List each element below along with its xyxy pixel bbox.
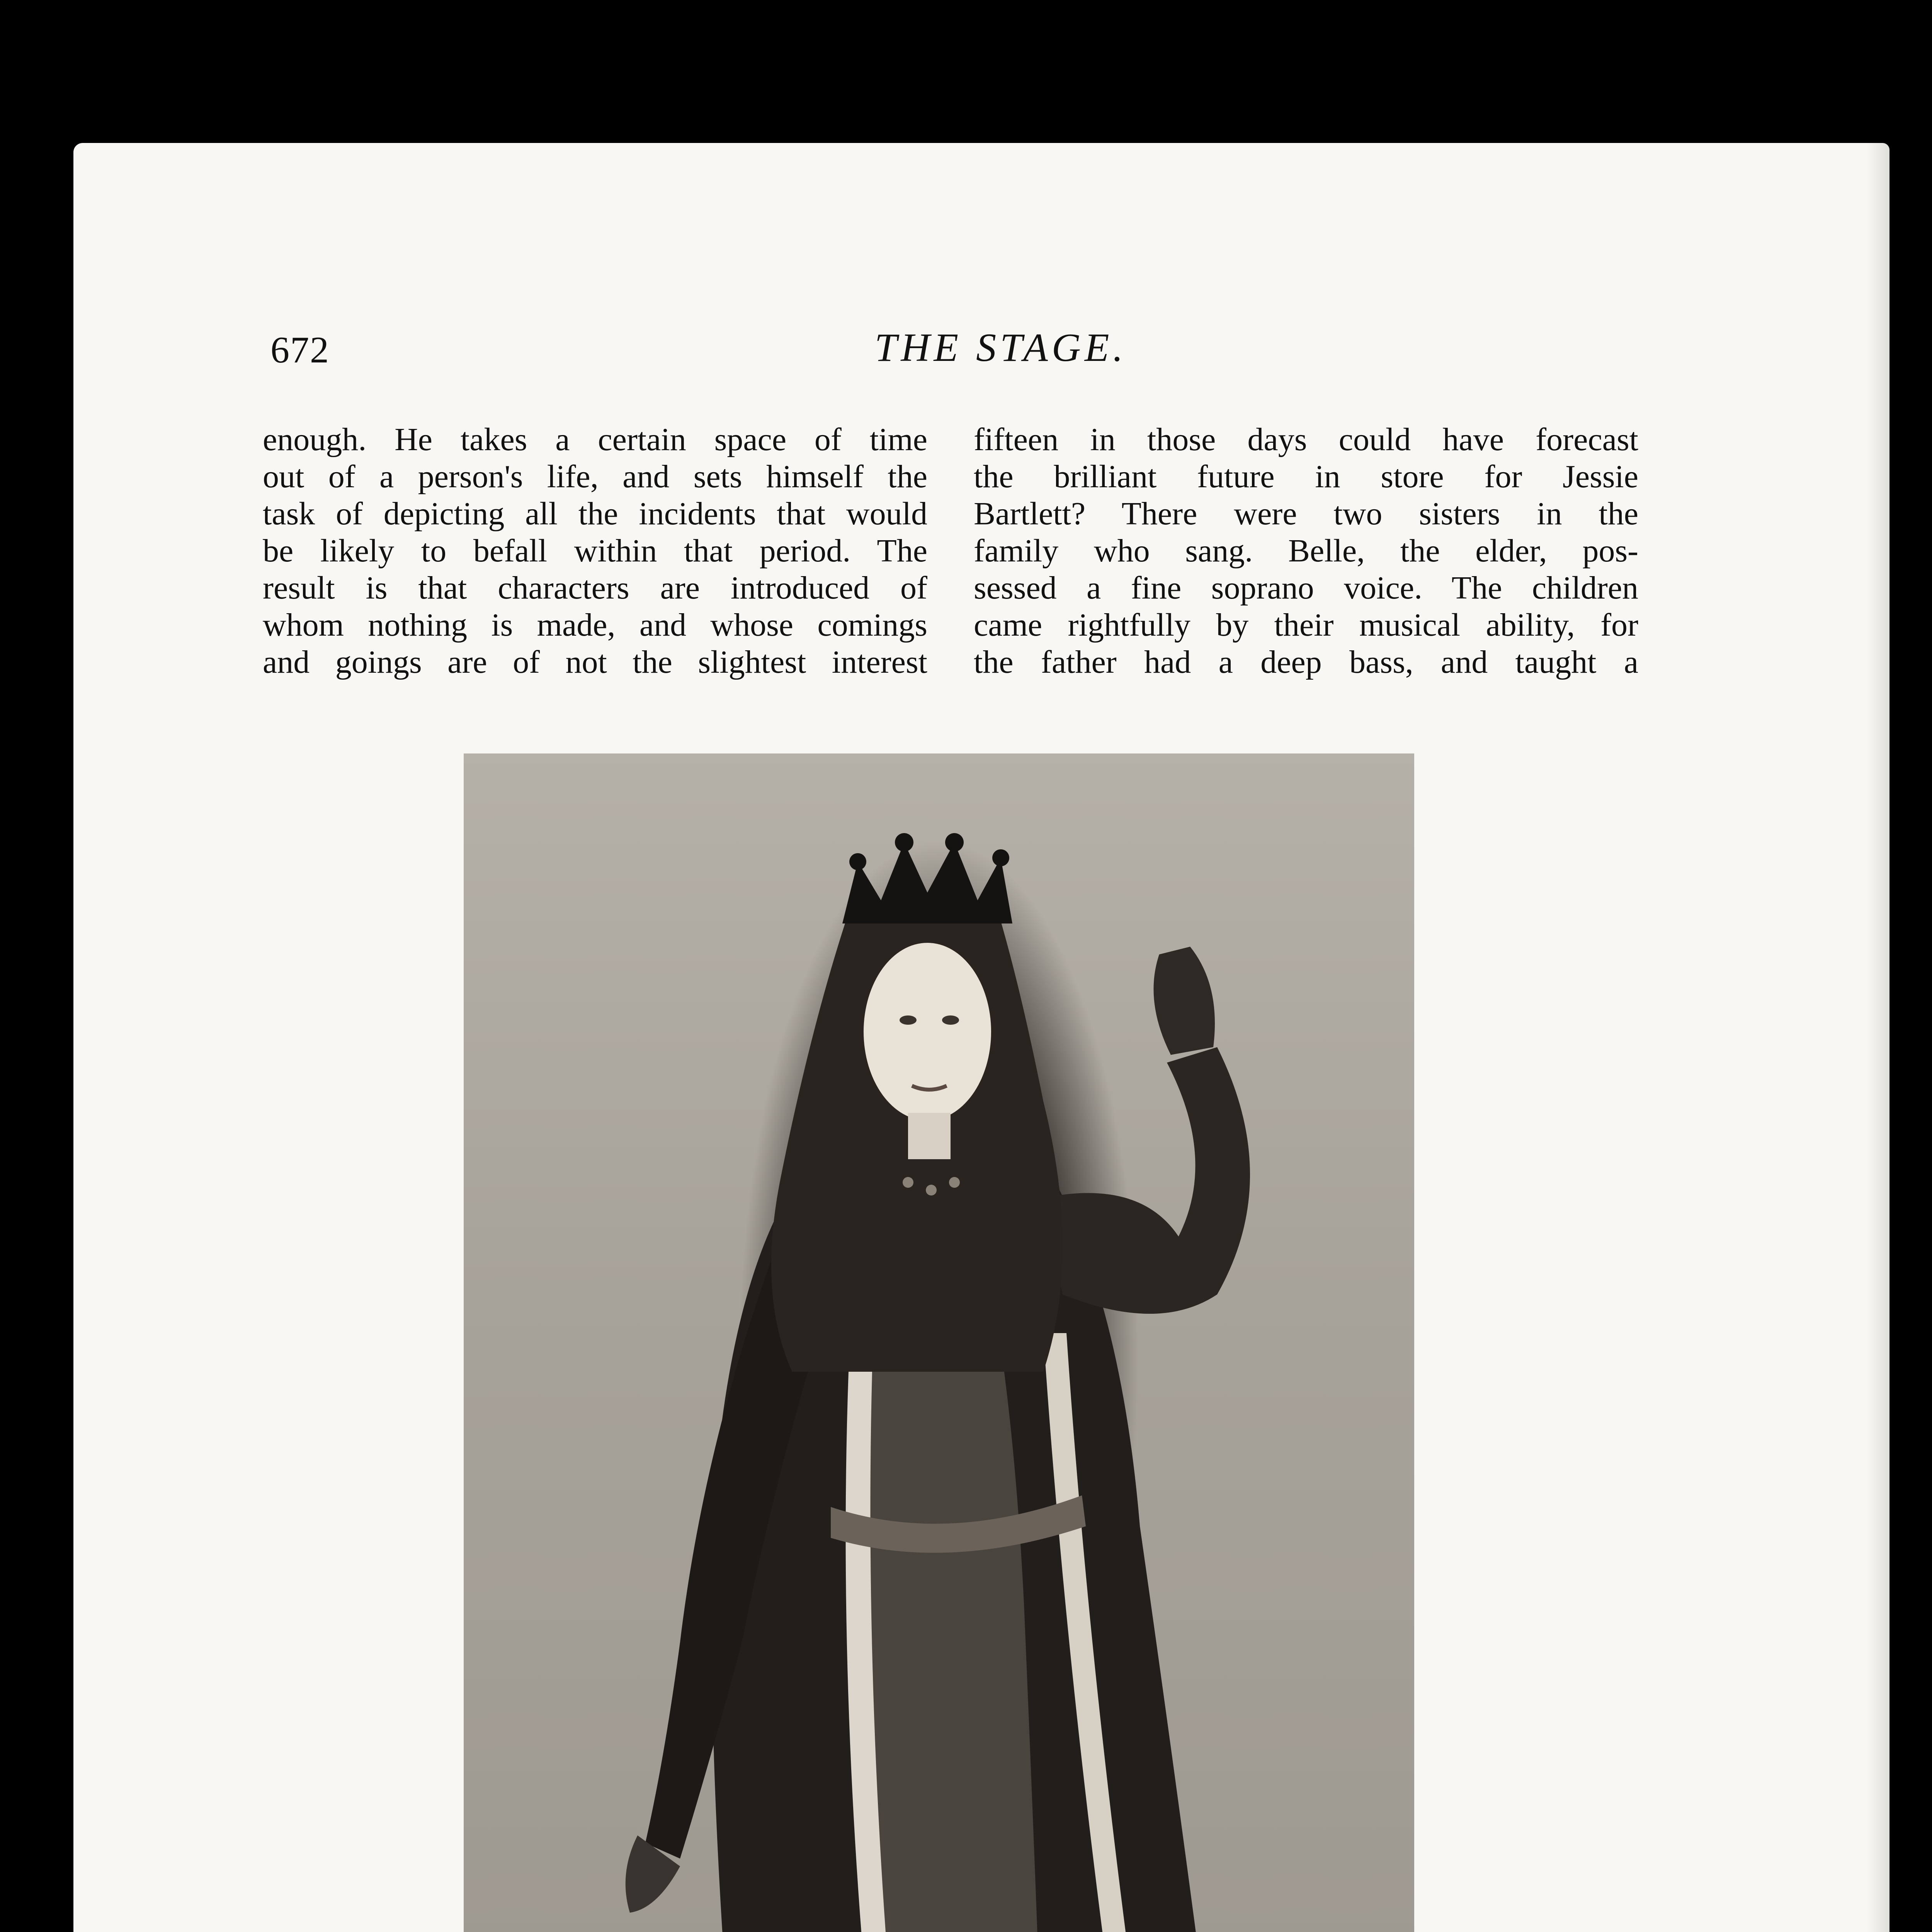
top-left-column [263, 421, 927, 681]
portrait-figure-illustration [464, 753, 1414, 1932]
text-line: be likely to befall within that period. The [263, 533, 927, 569]
text-line: sessed a fine soprano voice. The children [974, 570, 1638, 606]
page-number: 672 [270, 329, 330, 371]
running-title: THE STAGE. [874, 325, 1127, 370]
text-line: result is that characters are introduced of [263, 570, 927, 606]
text-line: whom nothing is made, and whose comings [263, 607, 927, 643]
magazine-page [73, 143, 1889, 1932]
text-line: task of depicting all the incidents that would [263, 496, 927, 532]
text-line: family who sang. Belle, the elder, pos- [974, 533, 1638, 569]
text-line: enough. He takes a certain space of time [263, 422, 927, 457]
text-line: came rightfully by their musical ability, for [974, 607, 1638, 643]
text-line: the brilliant future in store for Jessie [974, 459, 1638, 495]
text-line: the father had a deep bass, and taught a [974, 644, 1638, 680]
top-right-column [974, 421, 1638, 681]
text-line: out of a person's life, and sets himself the [263, 459, 927, 495]
text-line: and goings are of not the slightest interest [263, 644, 927, 680]
text-line: fifteen in those days could have forecast [974, 422, 1638, 457]
text-line: Bartlett? There were two sisters in the [974, 496, 1638, 532]
portrait-photograph [464, 753, 1414, 1932]
